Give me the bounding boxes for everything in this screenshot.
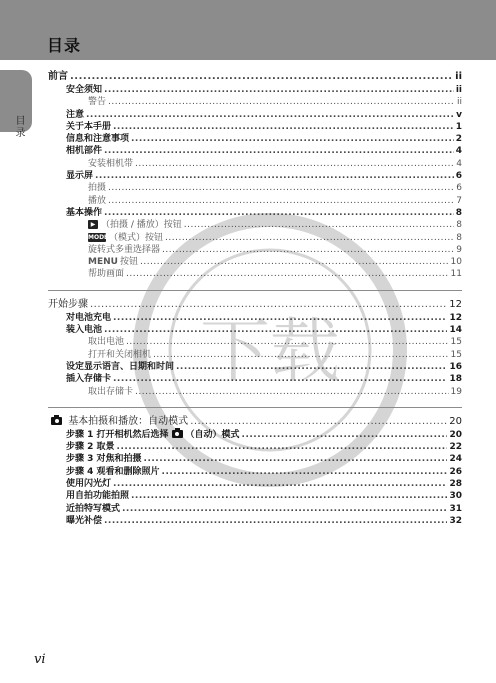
toc-entry-page: v <box>456 109 462 120</box>
toc-entry[interactable] <box>48 324 462 336</box>
dot-leader <box>144 453 448 465</box>
toc-entry-page: 9 <box>456 244 462 255</box>
toc-entry-page: 19 <box>450 386 462 397</box>
toc-entry-title-text: 安全须知 <box>66 85 103 95</box>
dot-leader <box>122 503 447 515</box>
dot-leader <box>113 373 447 385</box>
toc-entry-title-text: 播放 <box>88 195 107 206</box>
toc-entry[interactable] <box>48 361 462 373</box>
chapter-divider <box>48 407 462 408</box>
dot-leader <box>162 466 448 478</box>
basic-shooting-entries <box>48 429 462 527</box>
toc-entry-title <box>88 158 133 170</box>
toc-entry-title-part: （自动）模式 <box>185 429 240 440</box>
dot-leader <box>242 429 448 441</box>
dot-leader <box>153 349 449 361</box>
toc-entry[interactable] <box>48 182 462 194</box>
toc-entry[interactable] <box>48 133 462 145</box>
dot-leader <box>184 219 455 231</box>
toc-entry-title-text: 插入存储卡 <box>66 374 112 385</box>
toc-entry-title-text: 安装相机带 <box>88 158 134 169</box>
toc-entry-page: 20 <box>449 429 462 440</box>
toc-entry[interactable] <box>48 453 462 465</box>
dot-leader <box>113 478 447 490</box>
camera-icon <box>172 430 183 438</box>
toc-entry-page: 11 <box>450 269 462 280</box>
toc-entry-title-text: 取出电池 <box>88 337 125 348</box>
toc-entry[interactable] <box>48 170 462 182</box>
dot-leader <box>113 312 447 324</box>
toc-entry-title-text: 帮助画面 <box>88 269 125 280</box>
toc-entry[interactable] <box>48 503 462 515</box>
toc-entry[interactable] <box>48 219 462 231</box>
dot-leader <box>104 84 454 96</box>
toc-entry-page: 1 <box>455 121 462 132</box>
dot-leader <box>131 133 454 145</box>
toc-entry-title: 前言 <box>48 71 68 82</box>
toc-entry-title <box>88 96 106 108</box>
toc-entry-page: 30 <box>449 491 462 502</box>
toc-chapter-title <box>48 415 188 429</box>
toc-entry[interactable] <box>48 145 462 157</box>
toc-entry-page: 22 <box>449 442 462 453</box>
toc-entry-title <box>66 466 160 478</box>
dot-leader <box>108 182 454 194</box>
toc-entry[interactable] <box>48 349 462 361</box>
toc-entry-title <box>66 478 111 490</box>
dot-leader <box>104 145 454 157</box>
toc-entry-title <box>88 336 124 348</box>
toc-entry-title <box>88 386 133 398</box>
toc-entry-page: 4 <box>456 158 462 169</box>
dot-leader <box>104 324 447 336</box>
toc-entry-title <box>66 515 102 527</box>
toc-entry-page: 2 <box>455 134 462 145</box>
toc-entry[interactable] <box>48 256 462 268</box>
toc-entry-page: ii <box>455 85 462 95</box>
toc-entry[interactable] <box>48 386 462 398</box>
toc-entry-title-text: 警告 <box>88 97 107 108</box>
toc-entry-title <box>88 219 182 231</box>
toc-entry[interactable] <box>48 244 462 256</box>
toc-entry-title <box>66 109 84 121</box>
toc-entry-title <box>66 121 111 133</box>
toc-entry[interactable] <box>48 207 462 219</box>
camera-icon <box>51 417 62 425</box>
toc-entry[interactable] <box>48 84 462 96</box>
toc-entry-title-text: （拍摄 / 播放）按钮 <box>101 220 182 231</box>
toc-entry[interactable] <box>48 232 462 244</box>
svg-text:下载: 下载 <box>200 310 340 392</box>
toc-entry-title-text: 曝光补偿 <box>66 515 103 526</box>
toc-entry[interactable] <box>48 109 462 121</box>
toc-entry-title-text: 打开和关闭相机 <box>88 349 152 360</box>
toc-entry-page: 31 <box>449 503 462 514</box>
toc-entry-title <box>88 268 124 280</box>
toc-entry-page: ii <box>456 97 462 108</box>
toc-entry-title <box>66 207 102 219</box>
dot-leader <box>176 361 447 373</box>
toc-entry[interactable] <box>48 515 462 527</box>
side-tab-label: 目录 <box>13 115 24 139</box>
toc-entry-title <box>66 429 240 441</box>
toc-entry-page: 7 <box>456 195 462 206</box>
dot-leader <box>86 109 454 121</box>
intro-entries <box>48 84 462 281</box>
play-button-icon: ▶ <box>88 220 98 229</box>
toc-entry-page: 16 <box>449 361 462 372</box>
toc-entry-title-text: 用自拍功能拍照 <box>66 491 130 502</box>
toc-entry-page: 28 <box>449 479 462 490</box>
dot-leader <box>104 207 454 219</box>
toc-entry-title <box>88 256 138 268</box>
toc-entry[interactable] <box>48 312 462 324</box>
dot-leader <box>70 70 453 84</box>
toc-entry-title-text: 拍摄 <box>88 183 107 194</box>
menu-button-label: MENU <box>88 257 118 268</box>
toc-entry-title <box>66 453 142 465</box>
toc-entry-title-text: 旋转式多重选择器 <box>88 244 161 255</box>
toc-chapter-title: 开始步骤 <box>48 298 88 310</box>
toc-entry-title <box>88 182 106 194</box>
toc-entry-title <box>66 503 120 515</box>
toc-entry[interactable] <box>48 429 462 441</box>
toc-entry-page: 15 <box>450 337 462 348</box>
toc-entry-title-text: 使用闪光灯 <box>66 479 112 490</box>
toc-entry-title-text: 步骤 4 观看和删除照片 <box>66 466 160 477</box>
toc-entry-intro[interactable] <box>48 70 462 84</box>
toc-entry-title-text: 步骤 2 取景 <box>66 442 115 453</box>
toc-entry-title-part: 步骤 1 打开相机然后选择 <box>66 429 169 440</box>
toc-entry-title <box>66 145 102 157</box>
toc-entry-title <box>88 349 151 361</box>
dot-leader <box>117 441 448 453</box>
toc-entry[interactable] <box>48 195 462 207</box>
toc-entry-title-text: 显示屏 <box>66 171 94 182</box>
chapter-divider <box>48 290 462 291</box>
toc-entry-title-text: 按钮 <box>119 257 138 268</box>
toc-entry-title-text: （模式）按钮 <box>109 232 164 243</box>
toc-entry-page: 6 <box>455 171 462 182</box>
toc-entry-title <box>66 490 129 502</box>
getting-started-entries <box>48 312 462 398</box>
toc-entry[interactable] <box>48 268 462 280</box>
toc-entry-title <box>66 133 129 145</box>
dot-leader <box>131 490 447 502</box>
toc-entry[interactable] <box>48 490 462 502</box>
toc-chapter-basic-shooting[interactable] <box>48 415 462 429</box>
toc-entry-page: 8 <box>456 232 462 243</box>
toc-chapter-page: 12 <box>449 298 462 310</box>
toc-entry-page: 12 <box>449 312 462 323</box>
toc-entry-title <box>66 312 111 324</box>
toc-entry[interactable] <box>48 121 462 133</box>
toc-entry-page: 6 <box>456 183 462 194</box>
table-of-contents <box>48 70 462 527</box>
dot-leader <box>126 336 449 348</box>
toc-entry-page: 15 <box>450 349 462 360</box>
dot-leader <box>135 158 454 170</box>
toc-entry-page: 10 <box>450 257 462 268</box>
toc-entry[interactable] <box>48 478 462 490</box>
dot-leader <box>95 170 454 182</box>
toc-entry-title-text: 取出存储卡 <box>88 386 134 397</box>
mode-button-icon: MODE <box>88 233 109 241</box>
toc-entry-title-text: 步骤 3 对焦和拍摄 <box>66 454 142 465</box>
toc-entry-page: 24 <box>449 454 462 465</box>
dot-leader <box>104 515 447 527</box>
toc-entry-title <box>66 170 93 182</box>
toc-entry-title-text: 对电池充电 <box>66 312 112 323</box>
dot-leader <box>140 256 449 268</box>
toc-entry-title <box>66 361 174 373</box>
toc-entry[interactable] <box>48 441 462 453</box>
toc-entry-title <box>66 324 102 336</box>
toc-entry[interactable] <box>48 466 462 478</box>
dot-leader <box>135 386 449 398</box>
toc-entry-title <box>88 244 160 256</box>
dot-leader <box>165 232 454 244</box>
page-title: 目录 <box>47 36 82 55</box>
toc-chapter-title-text: 基本拍摄和播放：自动模式 <box>68 415 189 427</box>
dot-leader <box>162 244 454 256</box>
toc-entry-title-text: 设定显示语言、日期和时间 <box>66 361 175 372</box>
dot-leader <box>108 96 455 108</box>
page-number: vi <box>34 652 46 667</box>
toc-entry-title <box>66 84 102 96</box>
toc-entry-title-text: 信息和注意事项 <box>66 134 130 145</box>
toc-entry-page: 26 <box>449 466 462 477</box>
toc-entry-page: 8 <box>456 220 462 231</box>
toc-entry-title-text: 注意 <box>66 109 85 120</box>
toc-entry-title-text: 近拍特写模式 <box>66 503 121 514</box>
dot-leader <box>190 415 447 429</box>
toc-entry-page: 32 <box>449 515 462 526</box>
toc-entry-title <box>88 232 163 244</box>
toc-entry-title <box>66 373 111 385</box>
toc-entry-title-text: 关于本手册 <box>66 121 112 132</box>
toc-entry[interactable] <box>48 373 462 385</box>
toc-entry-title <box>66 441 115 453</box>
toc-entry-page: 8 <box>455 207 462 218</box>
toc-entry[interactable] <box>48 96 462 108</box>
toc-entry-title-text: 装入电池 <box>66 325 103 336</box>
toc-entry-page: 4 <box>455 146 462 157</box>
toc-entry-page: ii <box>455 71 462 82</box>
toc-entry-title-text: 基本操作 <box>66 207 103 218</box>
toc-entry-page: 14 <box>449 325 462 336</box>
toc-entry-title <box>88 195 106 207</box>
dot-leader <box>113 121 454 133</box>
toc-chapter-getting-started[interactable] <box>48 298 462 312</box>
dot-leader <box>108 195 454 207</box>
toc-entry[interactable] <box>48 336 462 348</box>
toc-chapter-page: 20 <box>449 415 462 427</box>
toc-entry-title-text: 相机部件 <box>66 146 103 157</box>
dot-leader <box>126 268 449 280</box>
dot-leader <box>90 298 447 312</box>
toc-entry-page: 18 <box>449 374 462 385</box>
toc-entry[interactable] <box>48 158 462 170</box>
